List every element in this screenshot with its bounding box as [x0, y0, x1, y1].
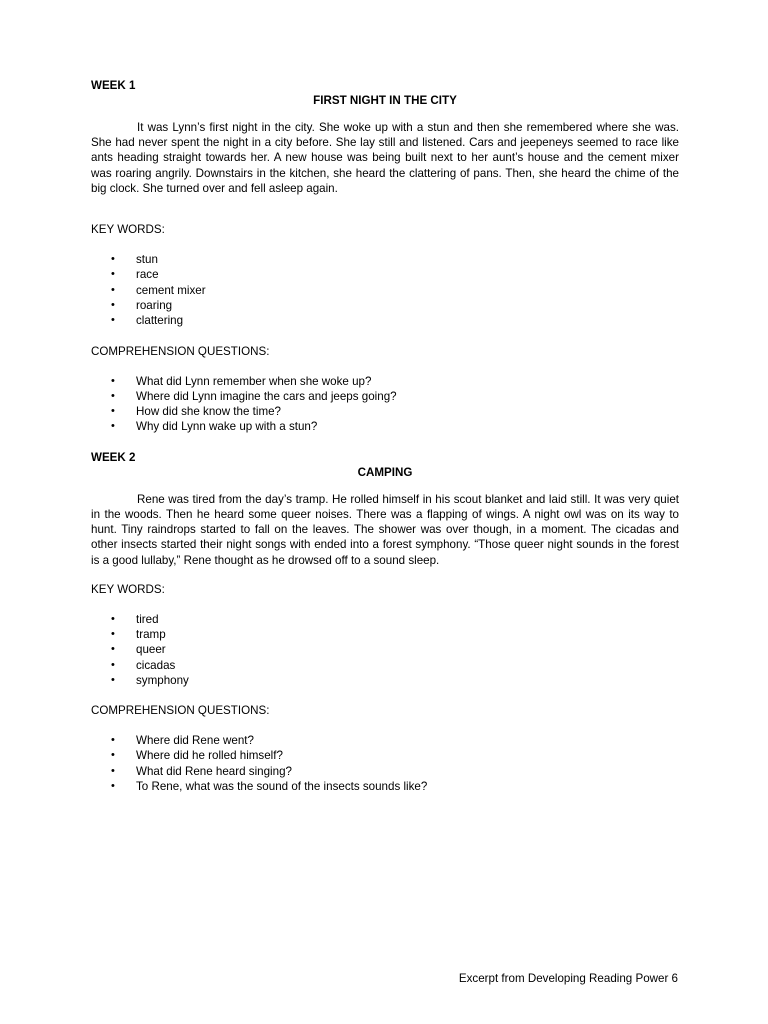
bullet-icon: •	[111, 253, 115, 266]
questions-heading: COMPREHENSION QUESTIONS:	[91, 704, 270, 718]
week-1-section	[91, 78, 679, 435]
bullet-icon: •	[111, 314, 115, 327]
list-item: • stun	[111, 253, 158, 267]
list-item: • cement mixer	[111, 283, 206, 297]
list-item: • How did she know the time?	[111, 405, 281, 419]
story-title: CAMPING	[357, 465, 413, 479]
week-label: WEEK 2	[91, 450, 136, 464]
bullet-icon: •	[111, 628, 115, 640]
questions-list	[91, 733, 679, 794]
bullet-icon: •	[111, 780, 115, 793]
bullet-icon: •	[111, 283, 115, 296]
bullet-icon: •	[111, 612, 115, 625]
list-item: • roaring	[111, 298, 173, 312]
questions-heading: COMPREHENSION QUESTIONS:	[91, 344, 270, 358]
list-item: • race	[111, 268, 159, 282]
keywords-heading: KEY WORDS:	[91, 582, 165, 596]
bullet-icon: •	[111, 658, 115, 671]
list-item: • Where did Lynn imagine the cars and jeeps going?	[111, 389, 397, 403]
bullet-icon: •	[111, 405, 115, 418]
keywords-heading: KEY WORDS:	[91, 223, 165, 237]
week-2-section	[91, 450, 679, 795]
list-item: • clattering	[111, 314, 184, 328]
week-label: WEEK 1	[91, 79, 136, 92]
bullet-icon: •	[111, 389, 115, 402]
footer-source: Excerpt from Developing Reading Power 6	[458, 972, 678, 985]
bullet-icon: •	[111, 673, 115, 686]
bullet-icon: •	[111, 643, 115, 656]
story-title: FIRST NIGHT IN THE CITY	[313, 94, 457, 107]
keywords-list	[91, 612, 679, 688]
list-item: • tired	[111, 612, 159, 626]
bullet-icon: •	[111, 374, 115, 387]
list-item: • Why did Lynn wake up with a stun?	[111, 420, 318, 434]
bullet-icon: •	[111, 764, 115, 777]
story-paragraph: Rene was tired from the day’s tramp. He rolled himself in his scout blanket and laid still. It was very quiet in the woods. Then he heard some queer noises. There was a flapping of wings. A night owl was on its way to hunt. Tiny raindrops started to fall on the leaves. The shower was over though, in a moment. The cicadas and other insects started their night songs with ended into a forest symphony. “Those queer night sounds in the forest is a good lullaby,” Rene thought as he drowsed off to a sound sleep.	[91, 492, 679, 567]
keywords-list	[91, 252, 679, 328]
list-item: • symphony	[111, 673, 189, 687]
list-item: • queer	[111, 643, 166, 657]
list-item: • Where did Rene went?	[111, 734, 254, 748]
document-page	[91, 78, 679, 794]
list-item: • tramp	[111, 628, 166, 641]
bullet-icon: •	[111, 298, 115, 311]
bullet-icon: •	[111, 749, 115, 762]
list-item: • What did Lynn remember when she woke up?	[111, 374, 372, 388]
list-item: • cicadas	[111, 658, 176, 672]
bullet-icon: •	[111, 420, 115, 433]
list-item: • What did Rene heard singing?	[111, 764, 292, 778]
bullet-icon: •	[111, 268, 115, 281]
bullet-icon: •	[111, 734, 115, 747]
questions-list	[91, 374, 679, 435]
list-item: • Where did he rolled himself?	[111, 749, 283, 763]
story-paragraph: It was Lynn’s first night in the city. She woke up with a stun and then she remembered where she was. She had never spent the night in a city before. She lay still and listened. Cars and jeepeneys seemed to race like ants heading straight towards her. A new house was being built next to her aunt’s house and the cement mixer was roaring angrily. Downstairs in the kitchen, she heard the clattering of pans. Then, she heard the chime of the big clock. She turned over and fell asleep again.	[91, 121, 679, 195]
list-item: • To Rene, what was the sound of the insects sounds like?	[111, 780, 428, 794]
